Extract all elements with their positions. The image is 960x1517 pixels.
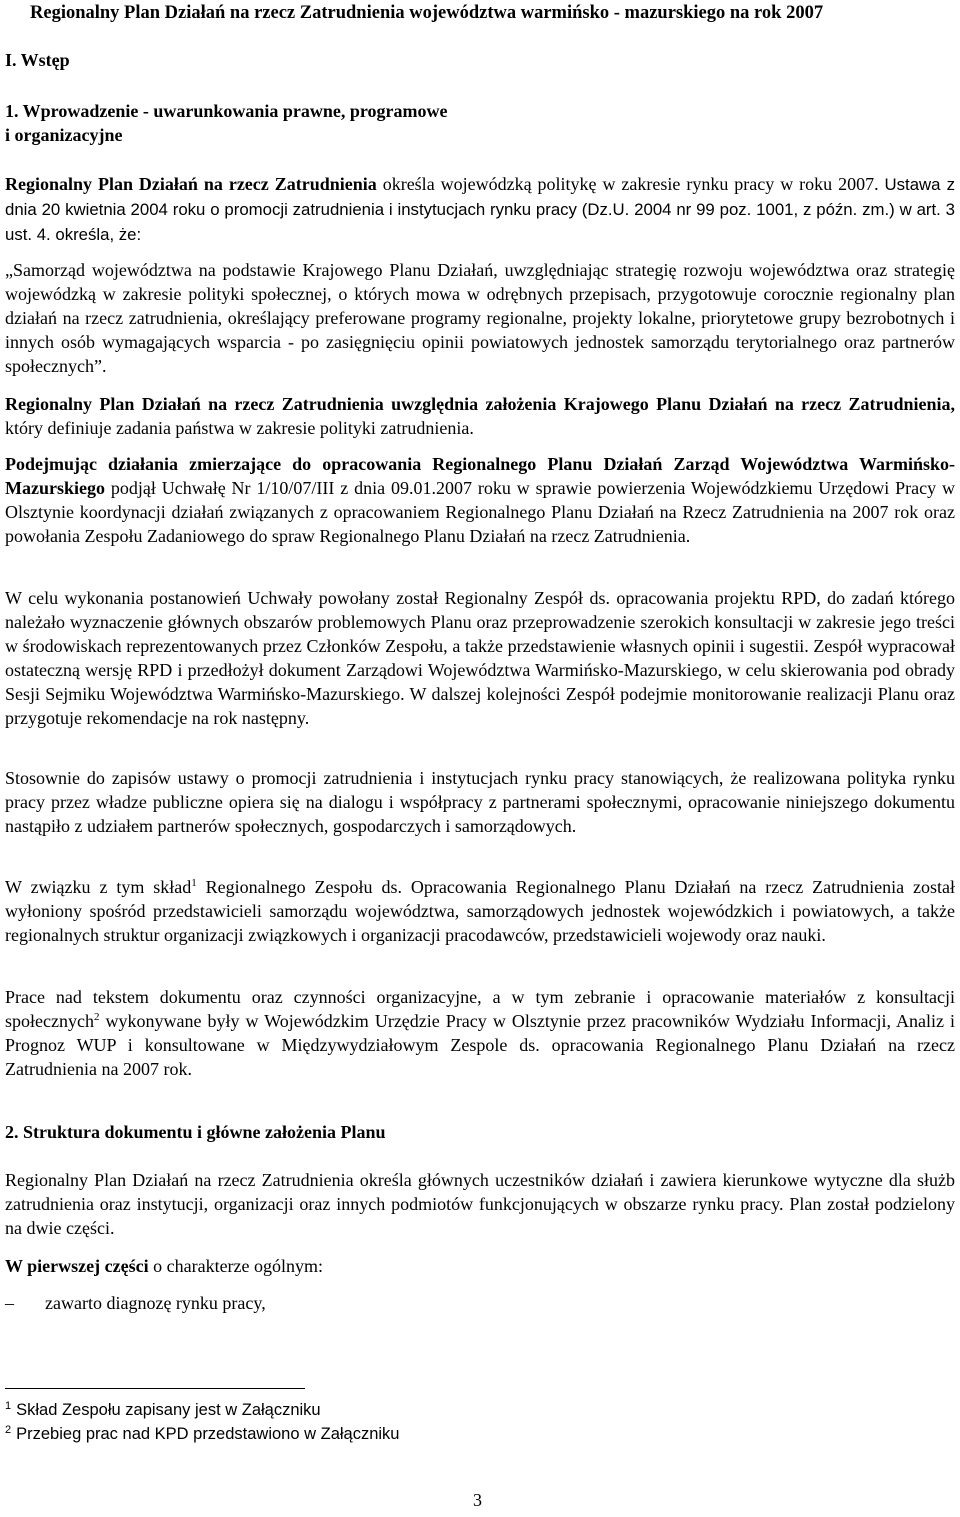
paragraph-7-text-b: Regionalnego Zespołu ds. Opracowania Regionalnego Planu Działań na rzecz Zatrudnienia został wyłoniony spośród przedstawicieli samorządu województwa, samorządowych jednostek wojewódzkich i powiatowych, a także regionalnych struktur organizacji związkowych i organizacji pracodawców, przedstawicieli wojewody oraz nauki. [5,877,955,945]
paragraph-3-bold: Regionalny Plan Działań na rzecz Zatrudnienia uwzględnia założenia Krajowego Planu Działań na rzecz Zatrudnienia, [5,394,955,414]
paragraph-2-quote: „Samorząd województwa na podstawie Krajowego Planu Działań, uwzględniając strategię rozwoju województwa oraz strategię wojewódzką w zakresie polityki społecznej, o których mowa w odrębnych przepisach, przygotowuje corocznie regionalny plan działań na rzecz zatrudnienia, określający preferowane programy regionalne, projekty lokalne, priorytetowe grupy bezrobotnych i innych osób wymagających wsparcia - po zasięgnięciu opinii powiatowych jednostek samorządu terytorialnego oraz partnerów społecznych”. [5,260,955,376]
section-heading-intro: I. Wstęp [5,50,70,70]
paragraph-9: Regionalny Plan Działań na rzecz Zatrudnienia określa głównych uczestników działań i zawiera kierunkowe wytyczne dla służb zatrudnienia oraz instytucji, organizacji oraz innych podmiotów funkcjonujących w obszarze rynku pracy. Plan został podzielony na dwie części. [5,1170,955,1238]
footnote-separator [5,1388,305,1389]
paragraph-1-text: określa wojewódzką politykę w zakresie rynku pracy w roku 2007. [376,174,885,194]
paragraph-1-bold: Regionalny Plan Działań na rzecz Zatrudnienia [5,174,377,194]
paragraph-5: W celu wykonania postanowień Uchwały powołany został Regionalny Zespół ds. opracowania projektu RPD, do zadań którego należało wyznaczenie głównych obszarów problemowych Planu oraz przeprowadzenie szerokich konsultacji w zakresie jego treści w środowiskach reprezentowanych przez Członków Zespołu, a także przedstawienie własnych opinii i sugestii. Zespół wypracował ostateczną wersję RPD i przedłożył dokument Zarządowi Województwa Warmińsko-Mazurskiego, w celu skierowania pod obrady Sesji Sejmiku Województwa Warmińsko-Mazurskiego. W dalszej kolejności Zespół podejmie monitorowanie realizacji Planu oraz przygotuje rekomendacje na rok następny. [5,588,955,728]
subsection-heading-line-1: 1. Wprowadzenie - uwarunkowania prawne, programowe [5,101,448,121]
subsection-heading [5,99,448,147]
section-heading-structure: 2. Struktura dokumentu i główne założenia Planu [5,1122,386,1142]
footnote-2 [5,1424,399,1444]
paragraph-8-text-a: Prace nad tekstem dokumentu oraz czynności organizacyjne, a w tym zebranie i opracowanie materiałów z konsultacji społecznych [5,987,955,1031]
paragraph-7 [5,875,955,947]
subsection-heading-line-2: i organizacyjne [5,125,123,145]
footnote-2-number: 2 [5,1424,12,1436]
paragraph-6: Stosownie do zapisów ustawy o promocji zatrudnienia i instytucjach rynku pracy stanowiących, że realizowana polityka rynku pracy przez władze publiczne opiera się na dialogu i współpracy z partnerami społecznymi, opracowanie niniejszego dokumentu nastąpiło z udziałem partnerów społecznych, gospodarczych i samorządowych. [5,768,955,836]
paragraph-1-law: Ustawa z dnia 20 kwietnia 2004 roku o promocji zatrudnienia i instytucjach rynku pracy (Dz.U. 2004 nr 99 poz. 1001, z późn. zm.) w art. 3 ust. 4. określa, że: [5,175,956,244]
paragraph-10-bold: W pierwszej części [5,1256,149,1276]
footnote-ref-2: 2 [93,1011,100,1023]
running-header: Regionalny Plan Działań na rzecz Zatrudnienia województwa warmińsko - mazurskiego na rok 2007 [30,3,824,23]
bullet-dash: – [5,1293,14,1313]
bullet-item [5,1293,266,1314]
footnote-1-text: Skład Zespołu zapisany jest w Załączniku [16,1401,321,1419]
paragraph-10-text: o charakterze ogólnym: [148,1256,324,1276]
footnote-ref-1: 1 [191,877,197,889]
paragraph-4-text: podjął Uchwałę Nr 1/10/07/III z dnia 09.01.2007 roku w sprawie powierzenia Wojewódzkiemu Urzędowi Pracy w Olsztynie koordynacji działań związanych z opracowaniem Regionalnego Planu Działań na Rzecz Zatrudnienia na 2007 rok oraz powołania Zespołu Zadaniowego do spraw Regionalnego Planu Działań na rzecz Zatrudnienia. [5,478,955,546]
footnote-1 [5,1400,321,1420]
paragraph-10 [5,1254,955,1278]
bullet-item-text: zawarto diagnozę rynku pracy, [45,1293,266,1313]
paragraph-1 [5,172,955,247]
footnote-1-number: 1 [5,1400,12,1412]
page-number: 3 [473,1490,482,1510]
paragraph-7-text-a: W związku z tym skład [5,877,192,897]
paragraph-3 [5,392,955,440]
paragraph-8 [5,985,955,1081]
paragraph-3-text: który definiuje zadania państwa w zakresie polityki zatrudnienia. [5,418,474,438]
paragraph-8-text-b: wykonywane były w Wojewódzkim Urzędzie Pracy w Olsztynie przez pracowników Wydziału Informacji, Analiz i Prognoz WUP i konsultowane w Międzywydziałowym Zespole ds. opracowania Regionalnego Planu Działań na rzecz Zatrudnienia na 2007 rok. [5,1011,955,1079]
footnote-2-text: Przebieg prac nad KPD przedstawiono w Załączniku [16,1425,400,1443]
paragraph-4-bold: Podejmując działania zmierzające do opracowania Regionalnego Planu Działań Zarząd Województwa Warmińsko-Mazurskiego [5,454,955,498]
paragraph-4 [5,452,955,548]
